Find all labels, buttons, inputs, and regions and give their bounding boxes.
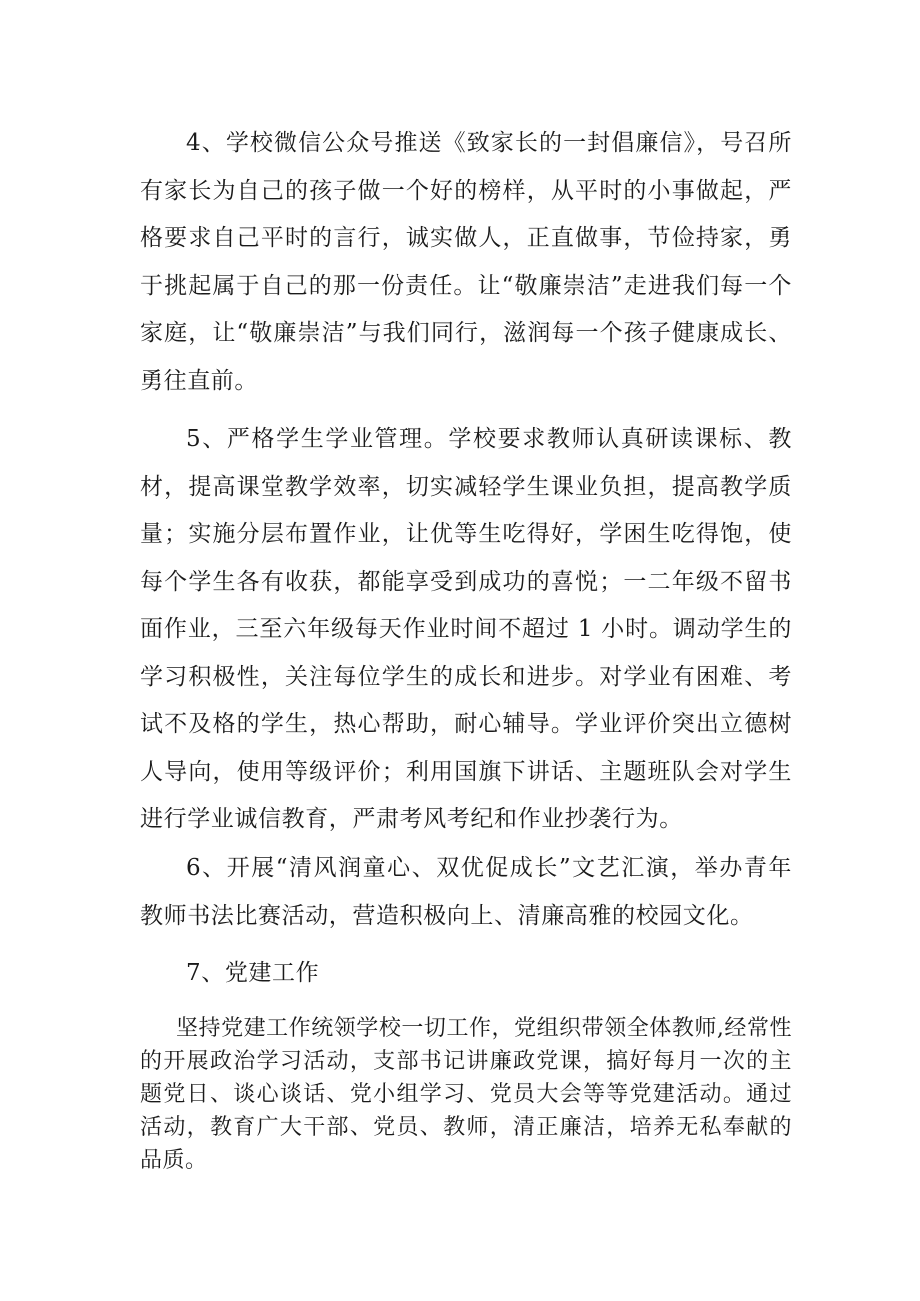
paragraph-item-6: 6、开展“清风润童心、双优促成长”文艺汇演，举办青年教师书法比赛活动，营造积极向上、清廉高雅的校园文化。 bbox=[140, 855, 792, 929]
section-heading-party-building: 7、党建工作 bbox=[186, 960, 320, 986]
paragraph-item-4: 4、学校微信公众号推送《致家长的一封倡廉信》，号召所有家长为自己的孩子做一个好的榜样，从平时的小事做起，严格要求自己平时的言行，诚实做人，正直做事，节俭持家，勇于挑起属于自己的那一份责任。让“敬廉崇洁”走进我们每一个家庭，让“敬廉崇洁”与我们同行，滋润每一个孩子健康成长、勇往直前。 bbox=[140, 130, 792, 394]
paragraph-item-5: 5、严格学生学业管理。学校要求教师认真研读课标、教材，提高课堂教学效率，切实减轻学生课业负担，提高教学质量；实施分层布置作业，让优等生吃得好，学困生吃得饱，使每个学生各有收获，都能享受到成功的喜悦；一二年级不留书面作业，三至六年级每天作业时间不超过 1 小时。调动学生的学习积极性，关注每位学生的成长和进步。对学业有困难、考试不及格的学生，热心帮助，耐心辅导。学业评价突出立德树人导向，使用等级评价；利用国旗下讲话、主题班队会对学生进行学业诚信教育，严肃考风考纪和作业抄袭行为。 bbox=[140, 426, 792, 832]
paragraph-party-building-body: 坚持党建工作统领学校一切工作，党组织带领全体教师,经常性的开展政治学习活动，支部书记讲廉政党课，搞好每月一次的主题党日、谈心谈话、党小组学习、党员大会等等党建活动。通过活动，教育广大干部、党员、教师，清正廉洁，培养无私奉献的品质。 bbox=[140, 1016, 792, 1173]
